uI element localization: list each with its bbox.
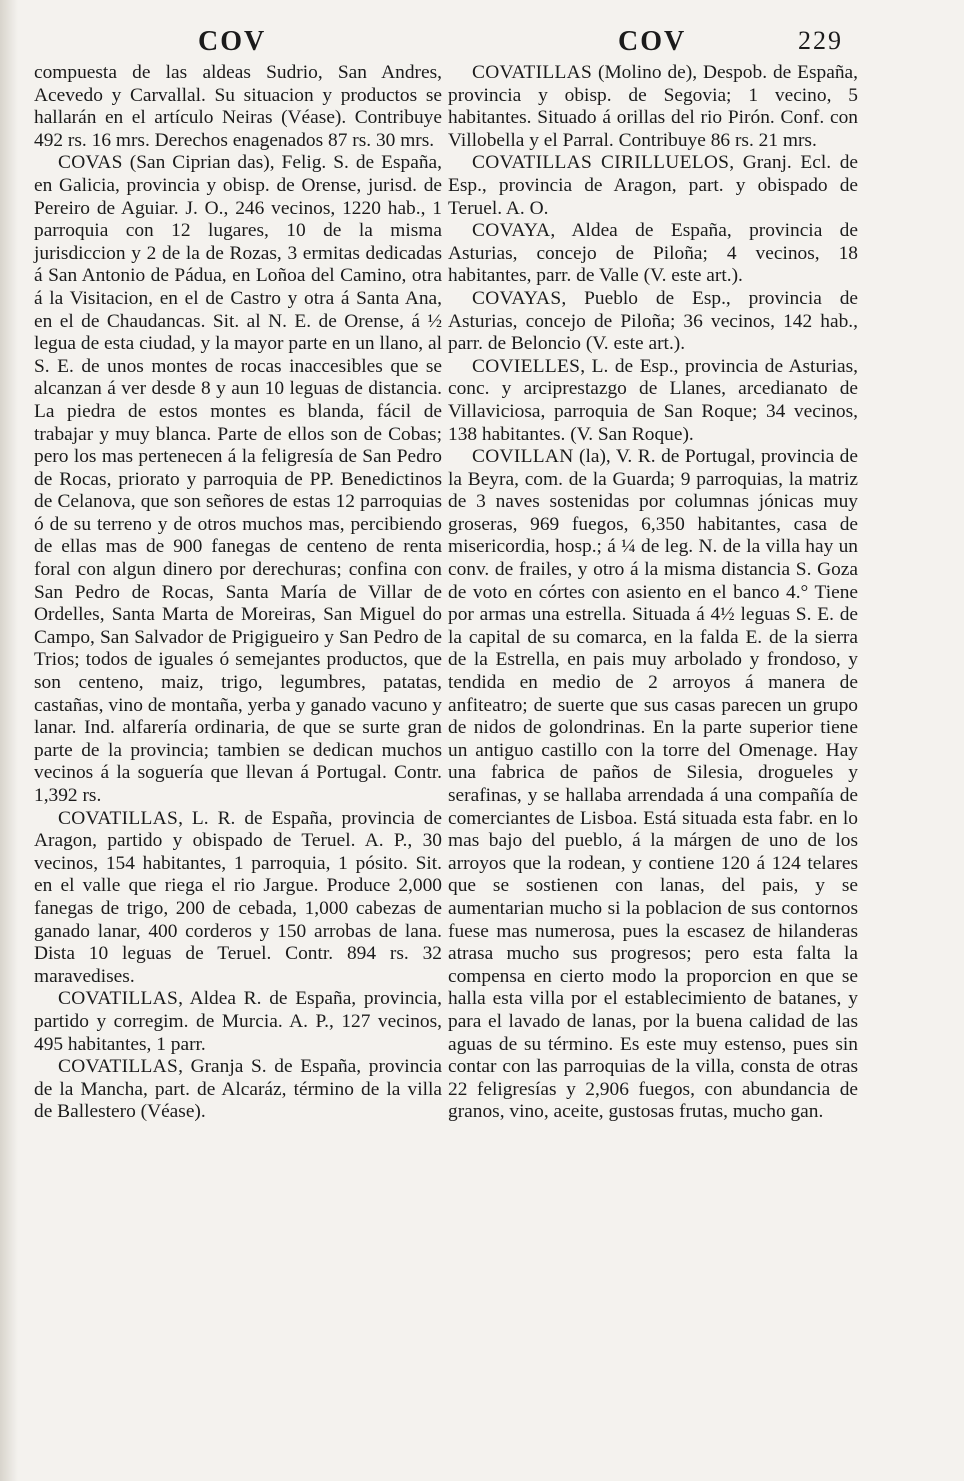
dictionary-entry	[448, 62, 858, 152]
entry-headword: COVIELLES	[472, 355, 581, 377]
dictionary-entry-continuation	[34, 62, 442, 152]
page-gutter-shadow	[0, 0, 18, 1481]
entry-headword: COVATILLAS	[58, 1056, 179, 1078]
dictionary-entry	[34, 1056, 442, 1124]
entry-headword: COVAYAS	[472, 287, 562, 309]
entry-headword: COVATILLAS	[58, 988, 179, 1010]
dictionary-entry	[448, 288, 858, 356]
dictionary-entry	[448, 356, 858, 446]
right-column	[448, 62, 858, 1124]
dictionary-entry	[34, 808, 442, 989]
dictionary-entry	[448, 152, 858, 220]
running-head-left: COV	[198, 26, 267, 57]
entry-headword: COVILLAN	[472, 446, 574, 468]
entry-text: (San Ciprian das), Felig. S. de España, en Galicia, provincia y obisp. de Orense, jurisd. de Pereiro de Aguiar. J. O., 246 vecinos, 1220 hab., 1 parroquia con 12 lugares, 10 de la misma jurisdiccion y 2 de la de Rozas, 3 ermitas dedicadas á San Antonio de Pádua, en Loñoa del Camino, otra á la Visitacion, en el de Castro y otra á Santa Ana, en el de Chaudancas. Sit. al N. E. de Orense, á ½ legua de esta ciudad, y la mayor parte en un llano, al S. E. de unos montes de rocas inaccesibles que se alcanzan á ver desde 8 y aun 10 leguas de distancia. La piedra de estos montes es blanda, fácil de trabajar y muy blanca. Parte de ellos son de Cobas; pero los mas pertenecen á la feligresía de San Pedro de Rocas, priorato y parroquia de PP. Benedictinos de Celanova, que son señores de estas 12 parroquias ó de su terreno y de otros muchos mas, percibiendo de ellas mas de 900 fanegas de centeno de renta foral con algun dinero por derechuras; confina con San Pedro de Rocas, Santa María de Villar de Ordelles, Santa Marta de Moreiras, San Miguel do Campo, San Salvador de Prigigueiro y San Pedro de Trios; todos de iguales ó semejantes productos, que son centeno, maiz, trigo, legumbres, patatas, castañas, vino de montaña, yerba y ganado vacuno y lanar. Ind. alfarería ordinaria, de que se surte gran parte de la provincia; tambien se dedican muchos vecinos á la soguería que llevan á Portugal. Contr. 1,392 rs.	[34, 152, 442, 806]
entry-text: (la), V. R. de Portugal, provincia de la Beyra, com. de la Guarda; 9 parroquias, la matriz de 3 naves sostenidas por columnas jónicas muy groseras, 969 fuegos, 6,350 habitantes, casa de misericordia, hosp.; á ¼ de leg. N. de la villa hay un conv. de frailes, y otro á la misma distancia S. Goza de voto en córtes con asiento en el banco 4.° Tiene por armas una estrella. Situada á 4½ leguas S. E. de la capital de su comarca, en la falda E. de la sierra de la Estrella, en pais muy arbolado y frondoso, y tendida en medio de 2 arroyos á manera de anfiteatro; de suerte que sus casas parecen un grupo de nidos de golondrinas. En la parte superior tiene un antiguo castillo con la torre del Omenage. Hay una fabrica de paños de Silesia, drogueles y serafinas, y se hallaba arrendada á una compañía de comerciantes de Lisboa. Está situada esta fabr. en lo mas bajo del pueblo, á la márgen de uno de los arroyos que la rodean, y contiene 120 á 124 telares que se sostienen con lanas, del pais, y se aumentarian mucho si la poblacion de sus contornos fuese mas numerosa, pues la escasez de hilanderas atrasa mucho sus progresos; pero esta falta la compensa en cierto modo la proporcion en que se halla esta villa por el establecimiento de batanes, y para el lavado de lanas, por la buena calidad de las aguas de su término. Es este muy estenso, pues sin contar con las parroquias de la villa, consta de otras 22 feligresías y 2,906 fuegos, con abundancia de granos, vino, aceite, gustosas frutas, mucho gan.	[448, 446, 858, 1123]
entry-text: (Molino de), Despob. de España, provincia y obisp. de Segovia; 1 vecino, 5 habitantes. Situado á orillas del rio Pirón. Conf. con Villobella y el Parral. Contribuye 86 rs. 21 mrs.	[448, 62, 858, 151]
dictionary-entry	[448, 220, 858, 288]
entry-text: , Granj. Ecl. de Esp., provincia de Aragon, part. y obispado de Teruel. A. O.	[448, 152, 858, 219]
entry-text: compuesta de las aldeas Sudrio, San Andres, Acevedo y Carvallal. Su situacion y productos se hallarán en el artículo Neiras (Véase). Contribuye 492 rs. 16 mrs. Derechos enagenados 87 rs. 30 mrs.	[34, 62, 442, 151]
page-number: 229	[798, 26, 843, 55]
entry-text: , Aldea de España, provincia de Asturias, concejo de Piloña; 4 vecinos, 18 habitantes, parr. de Valle (V. este art.).	[448, 220, 858, 287]
entry-text: , Pueblo de Esp., provincia de Asturias, concejo de Piloña; 36 vecinos, 142 hab., parr. de Beloncio (V. este art.).	[448, 287, 858, 355]
entry-text: , Granja S. de España, provincia de la Mancha, part. de Alcaráz, término de la villa de Ballestero (Véase).	[34, 1056, 442, 1123]
dictionary-entry	[34, 152, 442, 807]
entry-text: , L. de Esp., provincia de Asturias, conc. y arciprestazgo de Llanes, arcedianato de Villaviciosa, parroquia de San Roque; 34 vecinos, 138 habitantes. (V. San Roque).	[448, 355, 858, 445]
running-head-right: COV	[618, 26, 687, 57]
entry-headword: COVATILLAS	[472, 62, 593, 83]
left-column	[34, 62, 442, 1124]
entry-headword: COVATILLAS CIRILLUELOS	[472, 152, 730, 174]
entry-headword: COVAYA	[472, 220, 551, 242]
entry-headword: COVAS	[58, 152, 123, 174]
entry-text: , Aldea R. de España, provincia, partido y corregim. de Murcia. A. P., 127 vecinos, 495 habitantes, 1 parr.	[34, 988, 442, 1055]
entry-headword: COVATILLAS	[58, 807, 179, 829]
dictionary-entry	[448, 446, 858, 1124]
dictionary-entry	[34, 988, 442, 1056]
entry-text: , L. R. de España, provincia de Aragon, partido y obispado de Teruel. A. P., 30 vecinos, 154 habitantes, 1 parroquia, 1 pósito. Sit. en el valle que riega el rio Jargue. Produce 2,000 fanegas de trigo, 200 de cebada, 1,000 cabezas de ganado lanar, 400 corderos y 150 arrobas de lana. Dista 10 leguas de Teruel. Contr. 894 rs. 32 maravedises.	[34, 807, 442, 987]
